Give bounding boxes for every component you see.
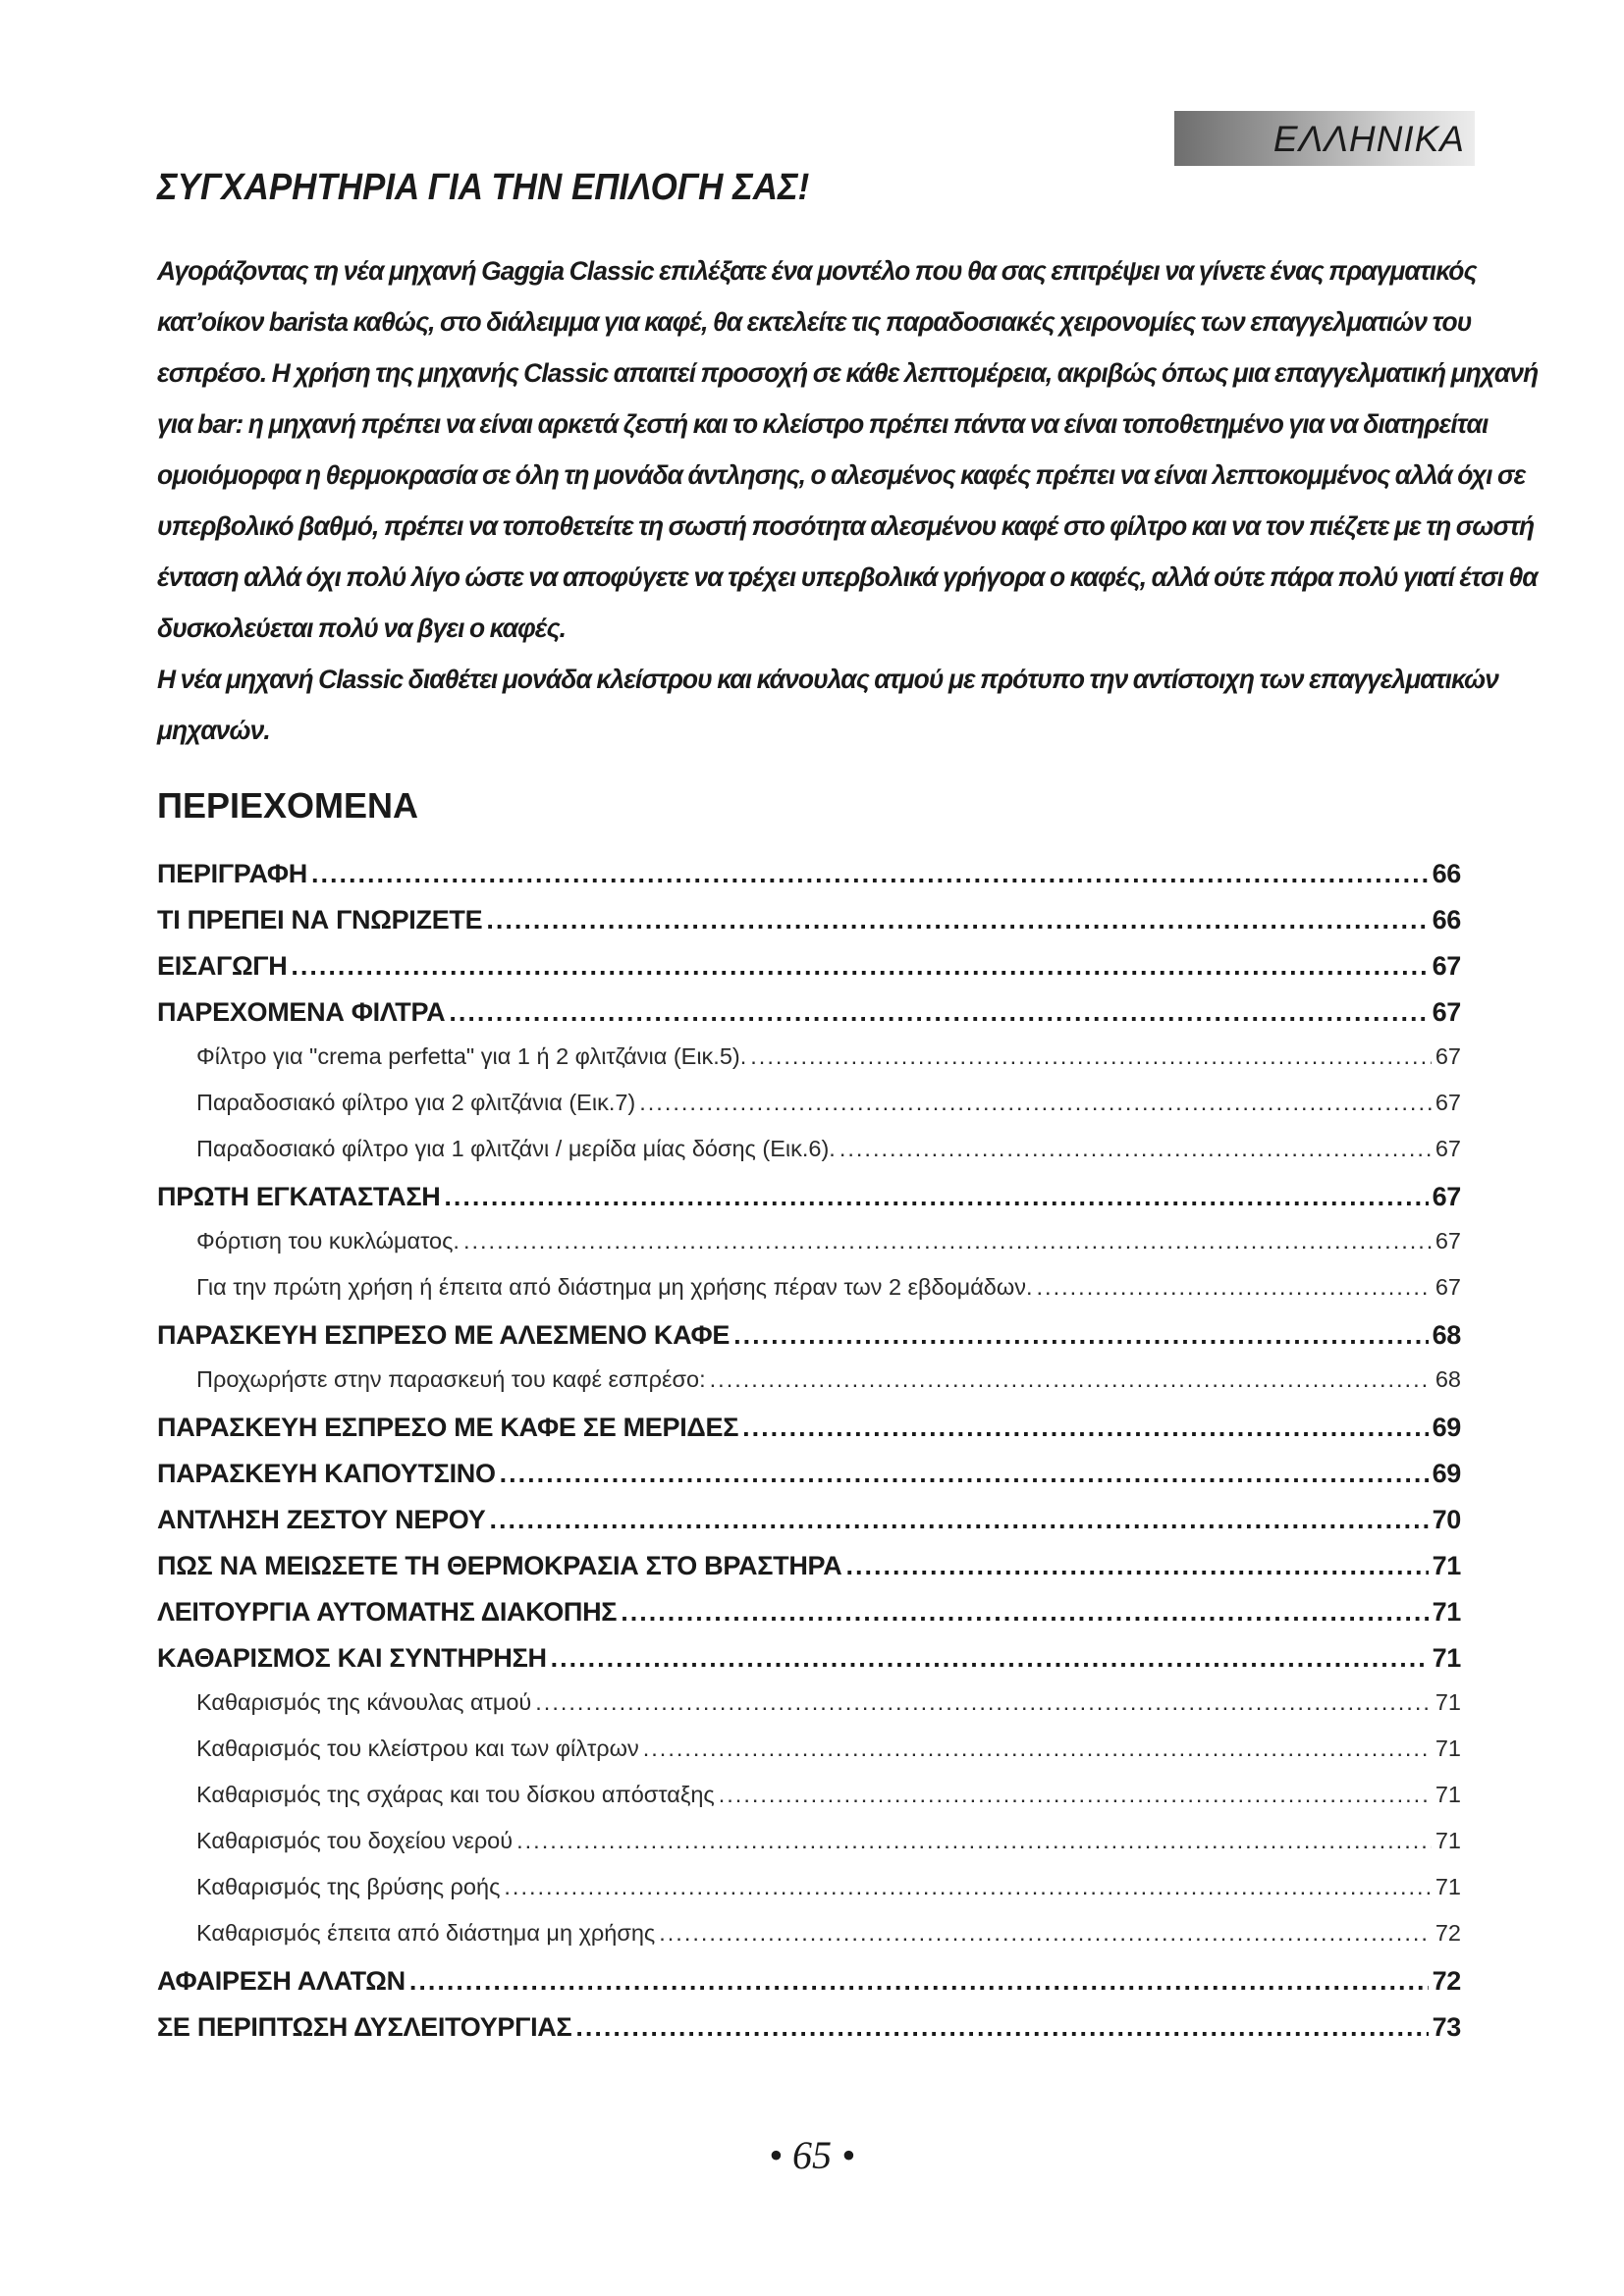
toc-entry[interactable] [157,1966,1461,2012]
toc-entry-page: 67 [1432,997,1461,1027]
toc-leader-dots [845,1551,1428,1581]
toc-entry[interactable] [157,997,1461,1043]
toc-entry[interactable] [157,1182,1461,1228]
toc-entry[interactable] [157,1597,1461,1643]
toc-leader-dots [486,905,1428,935]
toc-entry-title: ΑΦΑΙΡΕΣΗ ΑΛΑΤΩΝ [157,1966,406,1996]
toc-subentry[interactable] [157,1228,1461,1274]
toc-subentry[interactable] [157,1136,1461,1182]
toc-entry[interactable] [157,1459,1461,1505]
toc-subentry[interactable] [157,1090,1461,1136]
toc-entry-page: 68 [1435,1366,1461,1392]
toc-entry-title: ΠΩΣ ΝΑ ΜΕΙΩΣΕΤΕ ΤΗ ΘΕΡΜΟΚΡΑΣΙΑ ΣΤΟ ΒΡΑΣΤΗΡΑ [157,1551,842,1580]
toc-subentry[interactable] [157,1735,1461,1782]
toc-entry-title: ΚΑΘΑΡΙΣΜΟΣ ΚΑΙ ΣΥΝΤΗΡΗΣΗ [157,1643,547,1673]
toc-leader-dots [409,1966,1429,1997]
toc-subentry[interactable] [157,1828,1461,1874]
toc-entry[interactable] [157,859,1461,905]
toc-entry-title: ΠΑΡΑΣΚΕΥΗ ΚΑΠΟΥΤΣΙΝΟ [157,1459,496,1488]
toc-entry[interactable] [157,951,1461,997]
toc-entry-title: Καθαρισμός έπειτα από διάστημα μη χρήσης [196,1920,656,1946]
toc-entry-page: 67 [1432,951,1461,981]
toc-entry-page: 68 [1432,1320,1461,1350]
intro-paragraph-2: Η νέα μηχανή Classic διαθέτει μονάδα κλείστρου και κάνουλας ατμού με πρότυπο την αντίστοιχη των επαγγελματικών μηχανών. [157,665,1498,745]
toc-subentry[interactable] [157,1689,1461,1735]
toc-entry-title: ΠΡΩΤΗ ΕΓΚΑΤΑΣΤΑΣΗ [157,1182,441,1211]
table-of-contents [157,859,1461,2058]
toc-subentry[interactable] [157,1874,1461,1920]
toc-entry-title: ΠΕΡΙΓΡΑΦΗ [157,859,307,888]
toc-leader-dots [500,1459,1429,1489]
toc-leader-dots [311,859,1429,889]
page-title: ΣΥΓΧΑΡΗΤΗΡΙΑ ΓΙΑ ΤΗΝ ΕΠΙΛΟΓΗ ΣΑΣ! [157,167,810,208]
toc-entry-title: Παραδοσιακό φίλτρο για 1 φλιτζάνι / μερίδα μίας δόσης (Εικ.6). [196,1136,836,1161]
intro-paragraph-1: Αγοράζοντας τη νέα μηχανή Gaggia Classic επιλέξατε ένα μοντέλο που θα σας επιτρέψει να γίνετε ένας πραγματικός κατ’οίκον barista καθώς, στο διάλειμμα για καφέ, θα εκτελείτε τις παραδοσιακές χειρονομίες των επαγγελματιών του εσπρέσο. Η χρήση της μηχανής Classic απαιτεί προσοχή σε κάθε λεπτομέρεια, ακριβώς όπως μια επαγγελματική μηχανή για bar: η μηχανή πρέπει να είναι αρκετά ζεστή και το κλείστρο πρέπει πάντα να είναι τοποθετημένο για να διατηρείται ομοιόμορφα η θερμοκρασία σε όλη τη μονάδα άντλησης, ο αλεσμένος καφές πρέπει να είναι λεπτοκομμένος αλλά όχι σε υπερβολικό βαθμό, πρέπει να τοποθετείτε τη σωστή ποσότητα αλεσμένου καφέ στο φίλτρο και να τον πιέζετε με τη σωστή ένταση αλλά όχι πολύ λίγο ώστε να αποφύγετε να τρέχει υπερβολικά γρήγορα ο καφές, αλλά ούτε πάρα πολύ γιατί έτσι θα δυσκολεύεται πολύ να βγει ο καφές. [157,256,1539,643]
toc-entry-page: 66 [1432,859,1461,888]
toc-entry-page: 72 [1435,1920,1461,1946]
toc-leader-dots [1037,1274,1432,1301]
toc-entry[interactable] [157,1551,1461,1597]
page-number: • 65 • [768,2133,855,2177]
toc-entry[interactable] [157,1505,1461,1551]
toc-entry-page: 71 [1435,1782,1461,1807]
language-tab-label: ΕΛΛΗΝΙΚΑ [1272,119,1465,159]
toc-leader-dots [291,951,1428,982]
toc-entry-page: 71 [1432,1551,1461,1580]
toc-entry-page: 67 [1435,1228,1461,1254]
toc-leader-dots [750,1043,1432,1070]
toc-leader-dots [710,1366,1432,1393]
toc-entry-title: ΕΙΣΑΓΩΓΗ [157,951,288,981]
toc-leader-dots [516,1828,1432,1854]
toc-entry-title: ΣΕ ΠΕΡΙΠΤΩΣΗ ΔΥΣΛΕΙΤΟΥΡΓΙΑΣ [157,2012,572,2042]
contents-heading: ΠΕΡΙΕΧΟΜΕΝΑ [157,785,419,826]
toc-entry-title: Για την πρώτη χρήση ή έπειτα από διάστημα μη χρήσης πέραν των 2 εβδομάδων. [196,1274,1033,1300]
toc-leader-dots [575,2012,1428,2043]
toc-leader-dots [719,1782,1432,1808]
toc-subentry[interactable] [157,1920,1461,1966]
toc-entry-title: ΠΑΡΕΧΟΜΕΝΑ ΦΙΛΤΡΑ [157,997,446,1027]
language-tab [1174,111,1475,166]
toc-subentry[interactable] [157,1782,1461,1828]
toc-entry-page: 72 [1432,1966,1461,1996]
toc-leader-dots [444,1182,1428,1212]
toc-entry-page: 71 [1435,1735,1461,1761]
toc-entry-title: Καθαρισμός της βρύσης ροής [196,1874,501,1899]
toc-entry-page: 67 [1432,1182,1461,1211]
toc-entry-title: ΠΑΡΑΣΚΕΥΗ ΕΣΠΡΕΣΟ ΜΕ ΚΑΦΕ ΣΕ ΜΕΡΙΔΕΣ [157,1413,739,1442]
toc-entry-page: 67 [1435,1090,1461,1115]
toc-leader-dots [504,1874,1431,1900]
toc-leader-dots [449,997,1428,1028]
toc-leader-dots [463,1228,1432,1255]
toc-entry-title: Φόρτιση του κυκλώματος. [196,1228,460,1254]
toc-entry-title: Καθαρισμός της σχάρας και του δίσκου απόσταξης [196,1782,715,1807]
toc-leader-dots [839,1136,1432,1162]
toc-entry-page: 69 [1432,1459,1461,1488]
intro-text [157,245,1556,756]
toc-entry-title: Παραδοσιακό φίλτρο για 2 φλιτζάνια (Εικ.7) [196,1090,636,1115]
toc-entry[interactable] [157,905,1461,951]
toc-subentry[interactable] [157,1366,1461,1413]
toc-entry-title: Προχωρήστε στην παρασκευή του καφέ εσπρέσο: [196,1366,706,1392]
toc-entry-page: 67 [1435,1274,1461,1300]
toc-entry-title: Καθαρισμός της κάνουλας ατμού [196,1689,532,1715]
toc-entry-page: 66 [1432,905,1461,934]
toc-subentry[interactable] [157,1043,1461,1090]
toc-leader-dots [639,1090,1432,1116]
toc-entry-page: 73 [1432,2012,1461,2042]
toc-leader-dots [733,1320,1428,1351]
toc-entry-page: 71 [1432,1643,1461,1673]
toc-entry[interactable] [157,1413,1461,1459]
toc-entry-page: 71 [1435,1874,1461,1899]
toc-entry-page: 67 [1435,1043,1461,1069]
toc-entry-page: 71 [1435,1689,1461,1715]
toc-subentry[interactable] [157,1274,1461,1320]
toc-leader-dots [535,1689,1432,1716]
toc-leader-dots [621,1597,1428,1628]
toc-entry-title: ΤΙ ΠΡΕΠΕΙ ΝΑ ΓΝΩΡΙΖΕΤΕ [157,905,483,934]
toc-leader-dots [643,1735,1432,1762]
toc-entry-title: Φίλτρο για "crema perfetta" για 1 ή 2 φλιτζάνια (Εικ.5). [196,1043,747,1069]
toc-leader-dots [659,1920,1432,1947]
toc-entry-title: ΠΑΡΑΣΚΕΥΗ ΕΣΠΡΕΣΟ ΜΕ ΑΛΕΣΜΕΝΟ ΚΑΦΕ [157,1320,731,1350]
toc-entry-page: 71 [1435,1828,1461,1853]
toc-entry-page: 67 [1435,1136,1461,1161]
toc-entry[interactable] [157,2012,1461,2058]
toc-entry[interactable] [157,1643,1461,1689]
toc-entry-title: ΑΝΤΛΗΣΗ ΖΕΣΤΟΥ ΝΕΡΟΥ [157,1505,486,1534]
toc-entry[interactable] [157,1320,1461,1366]
toc-leader-dots [489,1505,1428,1535]
toc-entry-title: Καθαρισμός του δοχείου νερού [196,1828,514,1853]
toc-entry-page: 70 [1432,1505,1461,1534]
toc-leader-dots [742,1413,1428,1443]
toc-entry-page: 69 [1432,1413,1461,1442]
toc-entry-title: Καθαρισμός του κλείστρου και των φίλτρων [196,1735,639,1761]
toc-leader-dots [551,1643,1429,1674]
toc-entry-title: ΛΕΙΤΟΥΡΓΙΑ ΑΥΤΟΜΑΤΗΣ ΔΙΑΚΟΠΗΣ [157,1597,618,1627]
toc-entry-page: 71 [1432,1597,1461,1627]
